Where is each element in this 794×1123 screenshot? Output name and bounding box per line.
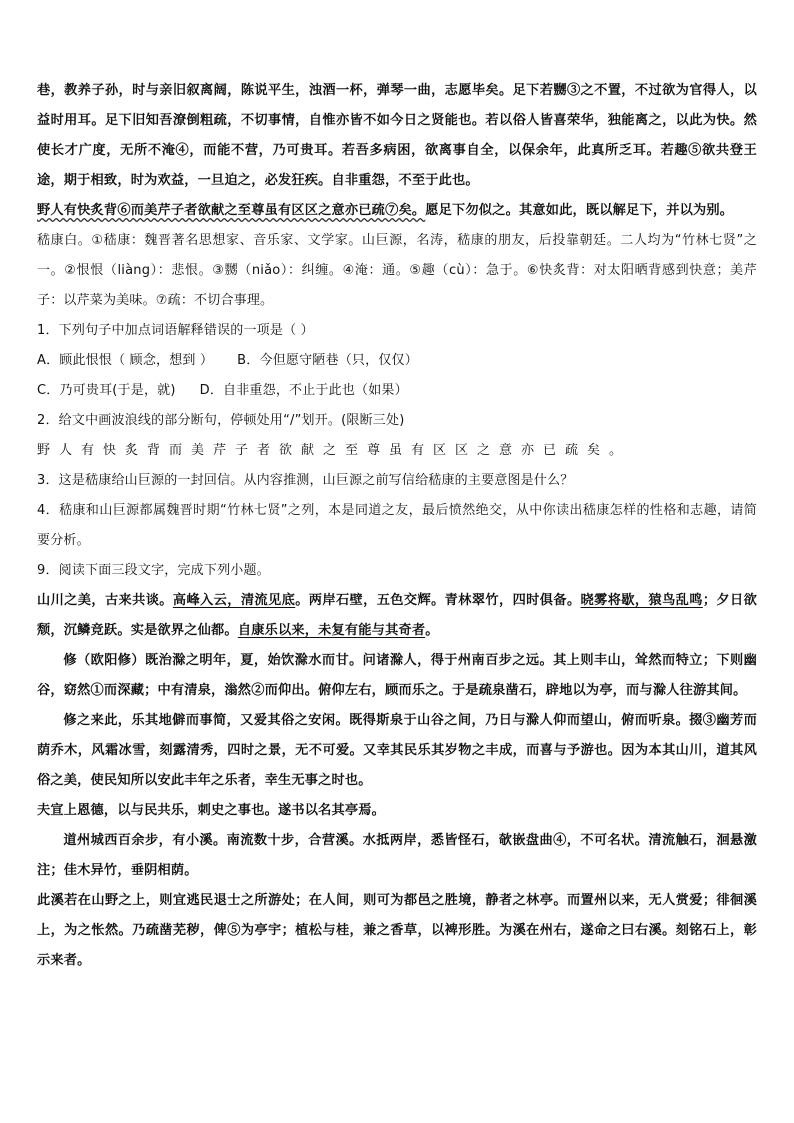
question-4: 4．嵇康和山巨源都属魏晋时期“竹林七贤”之列，本是同道之友，最后愤然绝交，从中你读出嵇康怎样的性格和志趣，请简要分析。 (37, 503, 757, 548)
question-1: 1．下列句子中加点词语解释错误的一项是（ ） (37, 323, 314, 338)
wavy-underlined-sentence: 野人有快炙背⑥而美芹子者欲献之至尊虽有区区之意亦已疏⑦矣。 (37, 203, 426, 218)
option-a: A．顾此恨恨（ 顾念，想到 ） (37, 353, 214, 368)
question-2-text: 野人有快炙背而美芹子者欲献之至尊虽有区区之意亦已疏矣。 (37, 443, 632, 458)
underline-1: 高峰入云，清流见底 (172, 593, 296, 608)
para1-text-c: ；夕日欲颓，沉鳞竞跃。实是欲界之仙都。 (37, 593, 757, 638)
question-1-options-row1 (37, 346, 757, 376)
document-page (37, 76, 757, 976)
option-b: B．今但愿守陋巷（只，仅仅） (237, 353, 418, 368)
underline-2: 晓雾将歇，猿鸟乱鸣 (580, 593, 703, 608)
passage1-text: 巷，教养子孙，时与亲旧叙离阔，陈说平生，浊酒一杯，弹琴一曲，志愿毕矣。足下若嬲③之不置，不过欲为官得人，以益时用耳。足下旧知吾潦倒粗疏，不切事情，自惟亦皆不如今日之贤能也。若以俗人皆喜荣华，独能离之，以此为快。然使长才广度，无所不淹④，而能不营，乃可贵耳。若吾多病困，欲离事自全，以保余年，此真所乏耳。若趣⑤欲共登王途，期于相致，时为欢益，一旦迫之，必发狂疾。自非重怨，不至于此也。 (37, 83, 757, 188)
question-2: 2．给文中画波浪线的部分断句，停顿处用“/”划开。(限断三处) (37, 413, 405, 428)
passage1-notes (37, 226, 757, 316)
note-author: 嵇康白。 (37, 233, 92, 248)
option-c: C．乃可贵耳(于是，就) (37, 383, 176, 398)
passage2-para3: 修之来此，乐其地僻而事简，又爱其俗之安闲。既得斯泉于山谷之间，乃日与滁人仰而望山，俯而听泉。掇③幽芳而荫乔木，风霜冰雪，刻露清秀，四时之景，无不可爱。又幸其民乐其岁物之丰成，而喜与予游也。因为本其山川，道其风俗之美，使民知所以安此丰年之乐者，幸生无事之时也。 (37, 713, 757, 788)
option-d: D．自非重怨，不止于此也（如果） (199, 383, 408, 398)
passage2-para2: 修（欧阳修）既治滁之明年，夏，始饮滁水而甘。问诸滁人，得于州南百步之远。其上则丰山，耸然而特立；下则幽谷，窈然①而深藏；中有清泉，滃然②而仰出。俯仰左右，顾而乐之。于是疏泉凿石，辟地以为亭，而与滁人往游其间。 (37, 653, 757, 698)
para1-text-a: 山川之美，古来共谈。 (37, 593, 173, 608)
para1-text-b: 。两岸石壁，五色交辉。青林翠竹，四时俱备。 (295, 593, 581, 608)
notes-text: ①嵇康：魏晋著名思想家、音乐家、文学家。山巨源，名涛，嵇康的朋友，后投靠朝廷。二人均为“竹林七贤”之一。②恨恨（liàng）：悲恨。③嬲（niǎo）：纠缠。④淹：通。⑤趣（cù）：急于。⑥快炙背：对太阳晒背感到快意；美芹子：以芹菜为美味。⑦疏：不切合事理。 (37, 233, 757, 308)
passage1-rest: 愿足下勿似之。其意如此，既以解足下，并以为别。 (425, 203, 734, 218)
question-1-options-row2 (37, 376, 757, 406)
passage2-para5: 道州城西百余步，有小溪。南流数十步，合营溪。水抵两岸，悉皆怪石，欹嵌盘曲④，不可名状。清流触石，洄悬激注；佳木异竹，垂阴相荫。 (37, 833, 757, 878)
passage1-wavy-line (37, 196, 757, 226)
question-3: 3．这是嵇康给山巨源的一封回信。从内容推测，山巨源之前写信给嵇康的主要意图是什么？ (37, 473, 574, 488)
para1-text-d: 。 (425, 623, 439, 638)
passage2-para4: 夫宣上恩德，以与民共乐，刺史之事也。遂书以名其亭焉。 (37, 803, 386, 818)
underline-3: 自康乐以来，未复有能与其奇者 (237, 623, 426, 638)
question-9: 9．阅读下面三段文字，完成下列小题。 (37, 563, 270, 578)
passage2-para1 (37, 586, 757, 646)
passage2-para6: 此溪若在山野之上，则宜逃民退士之所游处；在人间，则可为都邑之胜境，静者之林亭。而置州以来，无人赏爱；徘徊溪上，为之怅然。乃疏凿芜秽，俾⑤为亭宇；植松与桂，兼之香草，以裨形胜。为溪在州右，遂命之曰右溪。刻铭石上，彰示来者。 (37, 893, 757, 968)
